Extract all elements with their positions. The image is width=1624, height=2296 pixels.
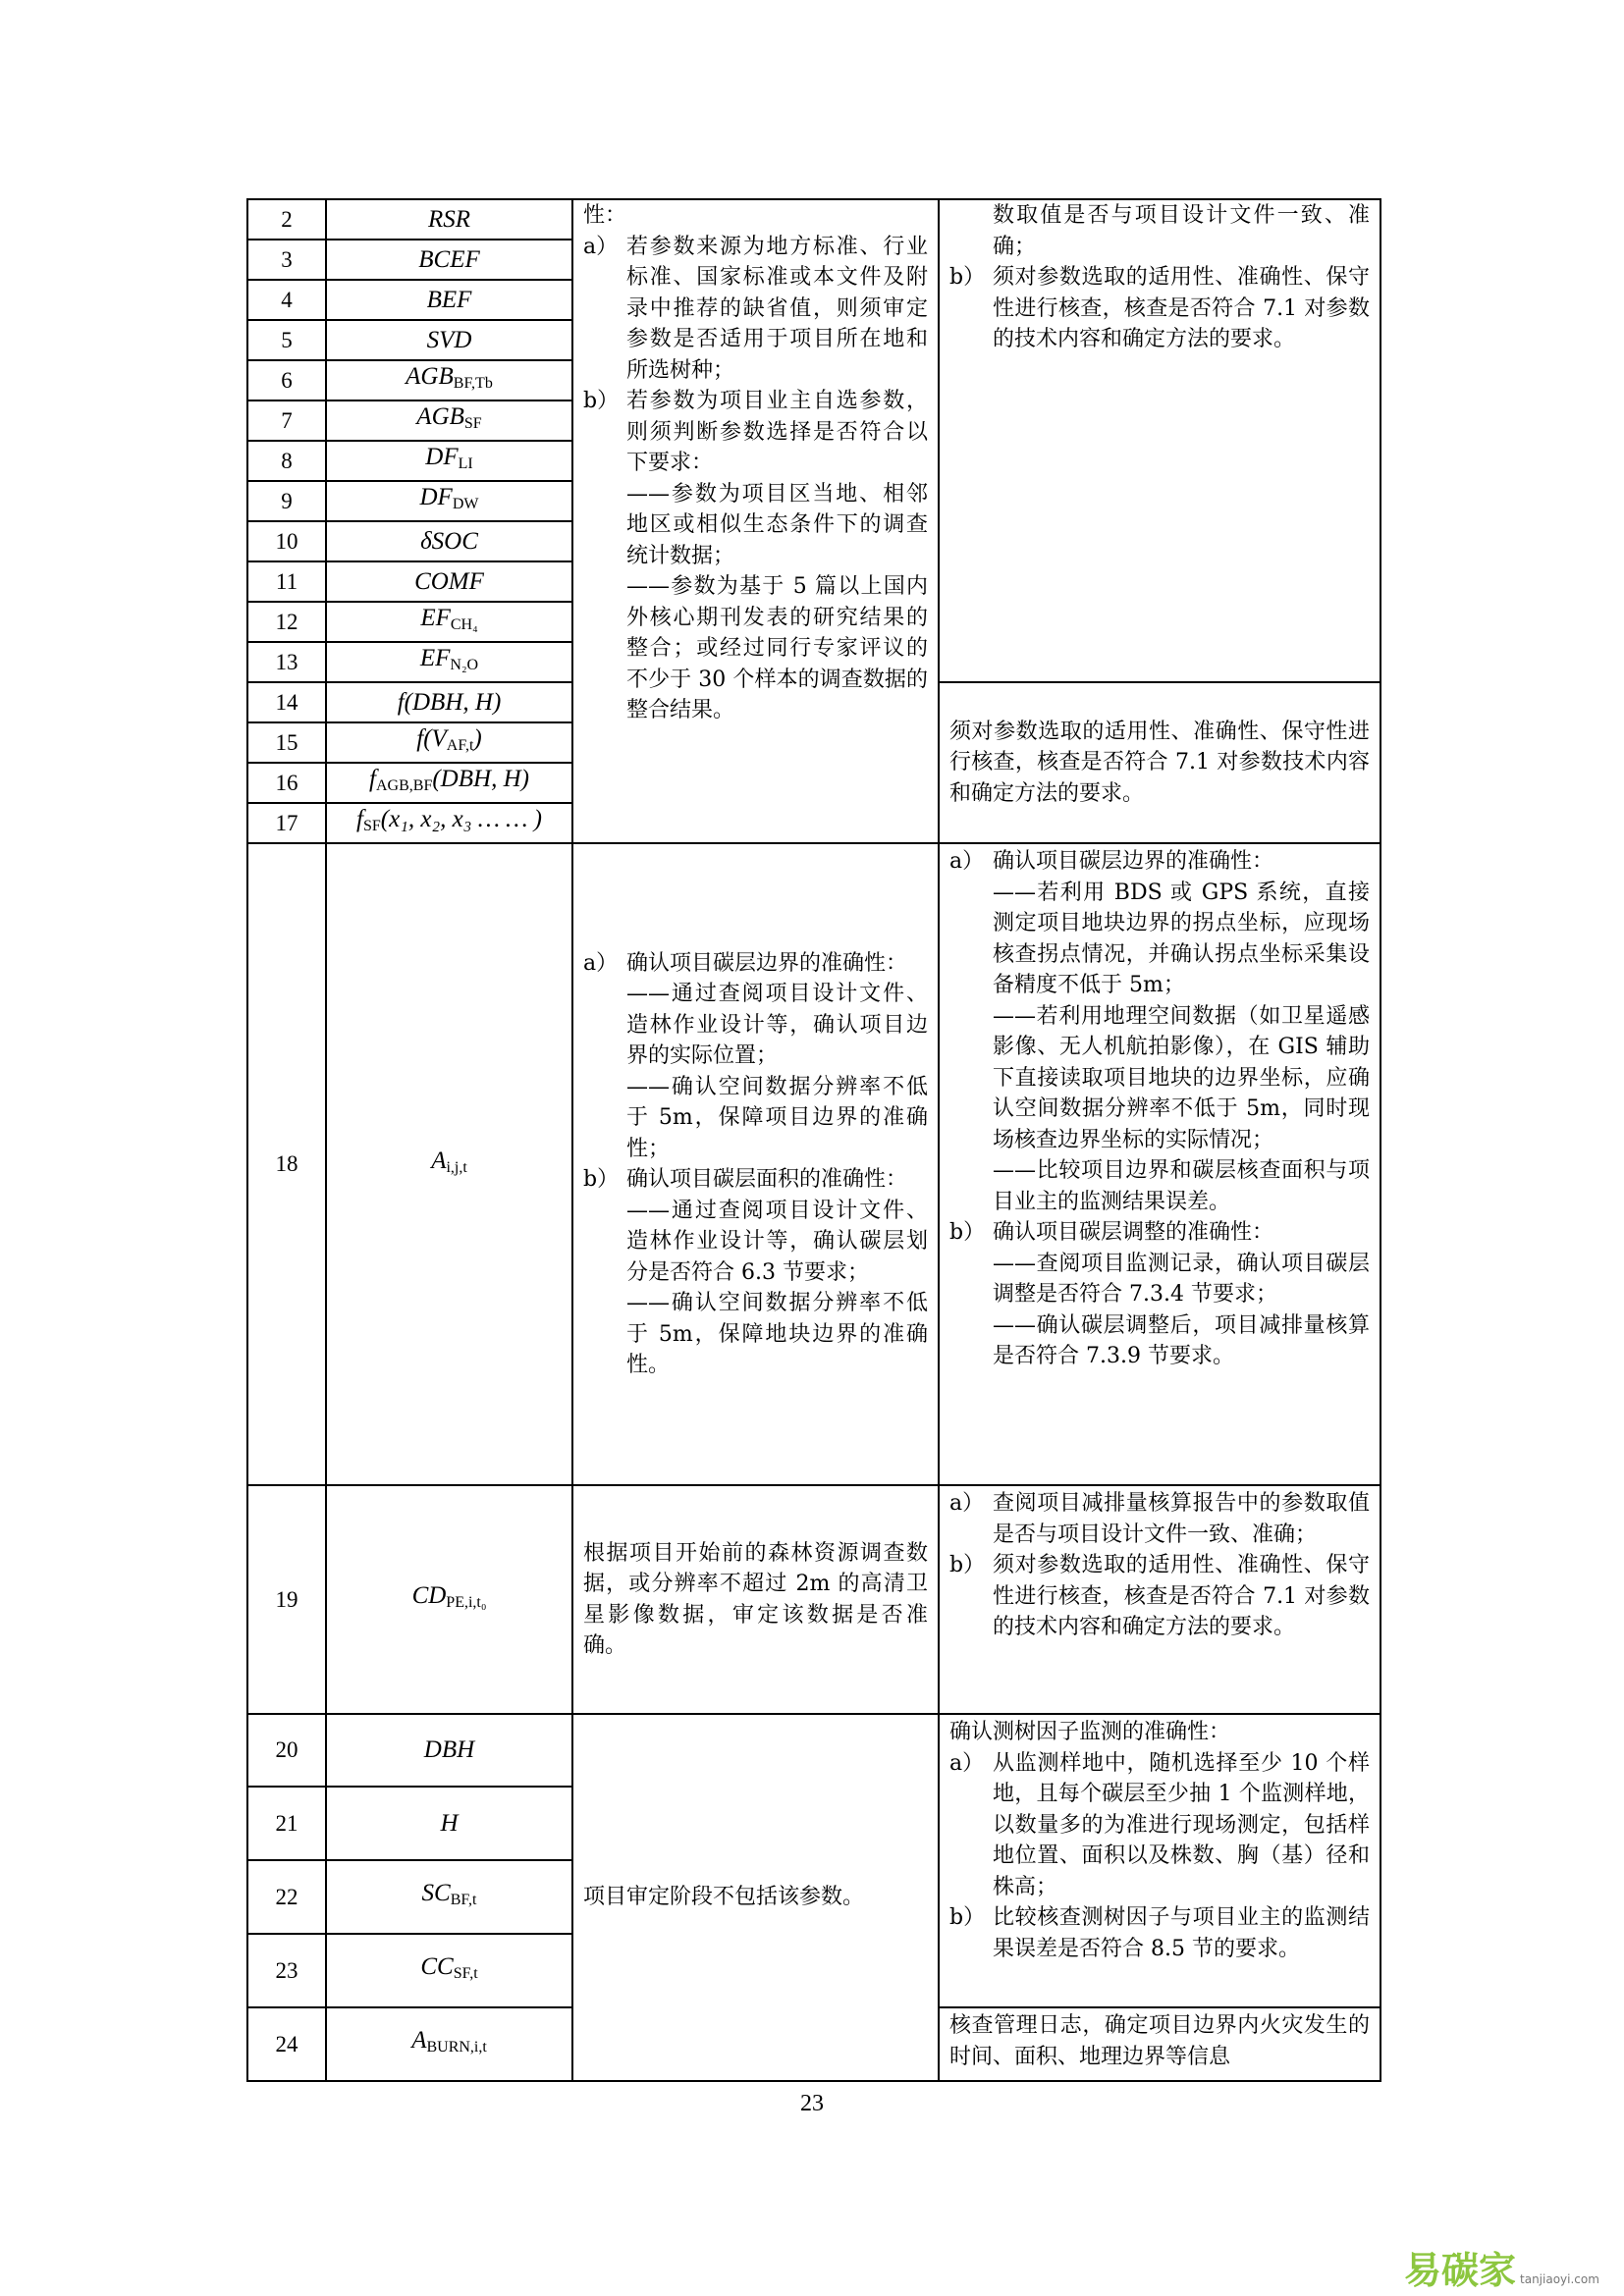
- parameter-verification-table: [246, 198, 1381, 2082]
- row-number: 13: [247, 642, 326, 682]
- validation-cell: a） 确认项目碳层边界的准确性： ——通过查阅项目设计文件、造林作业设计等，确认项目边界的实际位置； ——确认空间数据分辨率不低于 5m，保障项目边界的准确性； b） 确认项目碳层面积的准确性： ——通过查阅项目设计文件、造林作业设计等，确认碳层划分是否符合 6.3 节要求； ——确认空间数据分辨率不低于 5m，保障地块边界的准确性。: [572, 843, 939, 1485]
- parameter-symbol: f(DBH, H): [326, 682, 572, 722]
- parameter-symbol: DBH: [326, 1714, 572, 1787]
- parameter-symbol: $DF_{DW}$: [326, 481, 572, 521]
- parameter-symbol: $AGB_{BF,Tb}$: [326, 360, 572, 400]
- parameter-symbol: SVD: [326, 320, 572, 360]
- row-number: 11: [247, 561, 326, 602]
- parameter-symbol: BCEF: [326, 240, 572, 280]
- row-number: 15: [247, 722, 326, 763]
- parameter-symbol: $f_{AGB,BF}(DBH$, H): [326, 763, 572, 803]
- row-number: 10: [247, 521, 326, 561]
- parameter-symbol: $EF_{N_2O}$: [326, 642, 572, 682]
- row-number: 4: [247, 280, 326, 320]
- validation-cell: 项目审定阶段不包括该参数。: [572, 1714, 939, 2081]
- parameter-symbol: $A_{i,j,t}$: [326, 843, 572, 1485]
- row-number: 23: [247, 1934, 326, 2007]
- row-number: 19: [247, 1485, 326, 1714]
- row-number: 3: [247, 240, 326, 280]
- parameter-symbol: $DF_{LI}$: [326, 441, 572, 481]
- row-number: 7: [247, 400, 326, 441]
- verification-cell: a） 查阅项目减排量核算报告中的参数取值是否与项目设计文件一致、准确； b） 须对参数选取的适用性、准确性、保守性进行核查，核查是否符合 7.1 对参数的技术内容和确定方法的要求。: [939, 1485, 1380, 1714]
- row-number: 14: [247, 682, 326, 722]
- validation-cell: 根据项目开始前的森林资源调查数据，或分辨率不超过 2m 的高清卫星影像数据，审定该数据是否准确。: [572, 1485, 939, 1714]
- parameter-symbol: H: [326, 1787, 572, 1860]
- parameter-symbol: $CD_{PE,i,t_0}$: [326, 1485, 572, 1714]
- row-number: 17: [247, 803, 326, 843]
- parameter-symbol: $f(V_{AF,t})$: [326, 722, 572, 763]
- parameter-symbol: $A_{BURN,i,t}$: [326, 2007, 572, 2081]
- parameter-symbol: $EF_{CH_4}$: [326, 602, 572, 642]
- row-number: 18: [247, 843, 326, 1485]
- validation-cell: 性： a） 若参数来源为地方标准、行业标准、国家标准或本文件及附录中推荐的缺省值，则须审定参数是否适用于项目所在地和所选树种； b） 若参数为项目业主自选参数，则须判断参数选择是否符合以下要求： ——参数为项目区当地、相邻地区或相似生态条件下的调查统计数据； ——参数为基于 5 篇以上国内外核心期刊发表的研究结果的整合；或经过同行专家评议的不少于 30 个样本的调查数据的整合结果。: [572, 199, 939, 843]
- row-number: 2: [247, 199, 326, 240]
- parameter-symbol: BEF: [326, 280, 572, 320]
- verification-cell: 确认测树因子监测的准确性： a） 从监测样地中，随机选择至少 10 个样地，且每个碳层至少抽 1 个监测样地，以数量多的为准进行现场测定，包括样地位置、面积以及株数、胸（基）径和株高； b） 比较核查测树因子与项目业主的监测结果误差是否符合 8.5 节的要求。: [939, 1714, 1380, 2007]
- row-number: 16: [247, 763, 326, 803]
- verification-cell: 数取值是否与项目设计文件一致、准确； b） 须对参数选取的适用性、准确性、保守性进行核查，核查是否符合 7.1 对参数的技术内容和确定方法的要求。: [939, 199, 1380, 682]
- parameter-symbol: $CC_{SF,t}$: [326, 1934, 572, 2007]
- row-number: 24: [247, 2007, 326, 2081]
- row-number: 8: [247, 441, 326, 481]
- parameter-symbol: $AGB_{SF}$: [326, 400, 572, 441]
- parameter-symbol: δSOC: [326, 521, 572, 561]
- row-number: 12: [247, 602, 326, 642]
- watermark-logo: 易碳家 tanjiaoyi.com: [1404, 2249, 1599, 2292]
- parameter-symbol: RSR: [326, 199, 572, 240]
- row-number: 22: [247, 1860, 326, 1934]
- verification-cell: 核查管理日志，确定项目边界内火灾发生的时间、面积、地理边界等信息: [939, 2007, 1380, 2081]
- verification-cell: a） 确认项目碳层边界的准确性： ——若利用 BDS 或 GPS 系统，直接测定项目地块边界的拐点坐标，应现场核查拐点情况，并确认拐点坐标采集设备精度不低于 5m； ——若利用地理空间数据（如卫星遥感影像、无人机航拍影像），在 GIS 辅助下直接读取项目地块的边界坐标，应确认空间数据分辨率不低于 5m，同时现场核查边界坐标的实际情况； ——比较项目边界和碳层核查面积与项目业主的监测结果误差。 b） 确认项目碳层调整的准确性： ——查阅项目监测记录，确认项目碳层调整是否符合 7.3.4 节要求； ——确认碳层调整后，项目减排量核算是否符合 7.3.9 节要求。: [939, 843, 1380, 1485]
- row-number: 9: [247, 481, 326, 521]
- row-number: 20: [247, 1714, 326, 1787]
- parameter-symbol: $SC_{BF,t}$: [326, 1860, 572, 1934]
- verification-cell: 须对参数选取的适用性、准确性、保守性进行核查，核查是否符合 7.1 对参数技术内容和确定方法的要求。: [939, 682, 1380, 843]
- row-number: 21: [247, 1787, 326, 1860]
- page-number: 23: [800, 2091, 824, 2116]
- row-number: 6: [247, 360, 326, 400]
- parameter-symbol: COMF: [326, 561, 572, 602]
- parameter-symbol: $f_{SF}(x_1$, x₂, x₃ … … ): [326, 803, 572, 843]
- row-number: 5: [247, 320, 326, 360]
